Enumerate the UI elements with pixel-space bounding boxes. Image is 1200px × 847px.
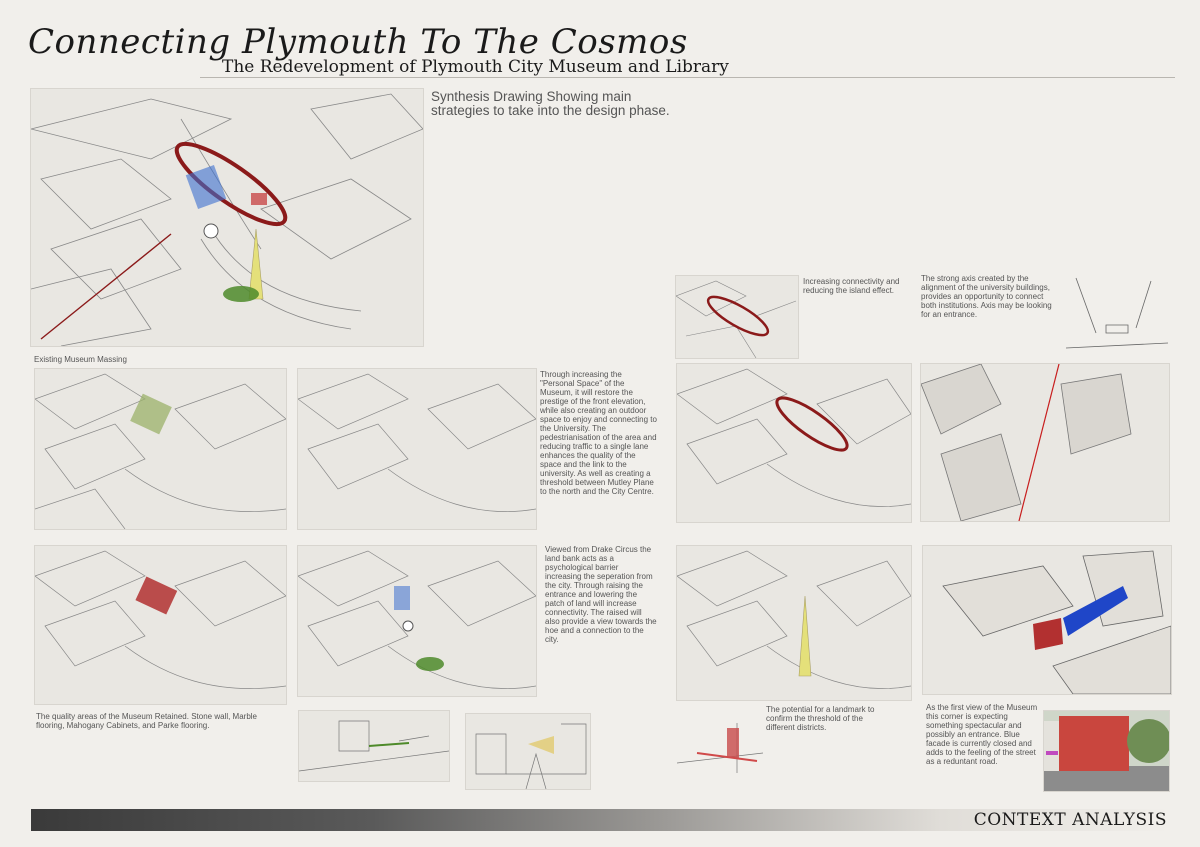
strong-axis-caption: The strong axis created by the alignment of the university buildings, provides an opportunity to connect both institutions. Axis may be looking for an entrance. [921,274,1052,319]
personal-space-drawing [297,368,537,530]
synthesis-drawing [30,88,424,347]
first-view-drawing [922,545,1172,695]
section-label: CONTEXT ANALYSIS [973,810,1167,830]
landmark-caption: The potential for a landmark to confirm the threshold of the different districts. [766,705,875,732]
personal-space-caption: Through increasing the "Personal Space" of the Museum, it will restore the prestige of the front elevation, while also creating an outdoor space to enjoy and connecting to the University. The pedestrianisation of the area and reducing traffic to a single lane enhances the quality of the space and the link to the university. As well as creating a threshold between Mutley Plane to the north and the City Centre. [540,370,657,496]
island-effect-drawing [675,275,799,359]
board-subtitle: The Redevelopment of Plymouth City Museum and Library [222,57,729,77]
existing-massing-caption: Existing Museum Massing [34,355,127,364]
landmark-sketch [676,712,764,780]
board-title: Connecting Plymouth To The Cosmos [28,22,688,62]
connection-loop-drawing [676,363,912,523]
first-view-caption: As the first view of the Museum this corner is expecting something spectacular and possibly an entrance. Blue facade is currently closed and adds to the feeling of the street as a reduntant road. [926,703,1038,766]
axis-perspective-drawing [920,363,1170,522]
quality-areas-drawing [34,545,287,705]
existing-massing-drawing [34,368,287,530]
header-rule [200,77,1175,78]
island-effect-caption: Increasing connectivity and reducing the island effect. [803,277,900,295]
street-photo [1043,710,1170,792]
synthesis-caption: Synthesis Drawing Showing main strategies to take into the design phase. [431,89,670,118]
perspective-sketch-1 [298,710,450,782]
drake-circus-caption: Viewed from Drake Circus the land bank acts as a psychological barrier increasing the seperation from the city. Through raising the entrance and lowering the patch of land will increase connectivity. The raised will also provide a view towards the hoe and a connection to the city. [545,545,657,644]
quality-areas-caption: The quality areas of the Museum Retained. Stone wall, Marble flooring, Mahogany Cabinets, and Parke flooring. [36,712,258,730]
axis-sketch [1065,272,1169,356]
drake-circus-drawing [297,545,537,697]
landmark-plan-drawing [676,545,912,701]
perspective-sketch-2 [465,713,591,790]
